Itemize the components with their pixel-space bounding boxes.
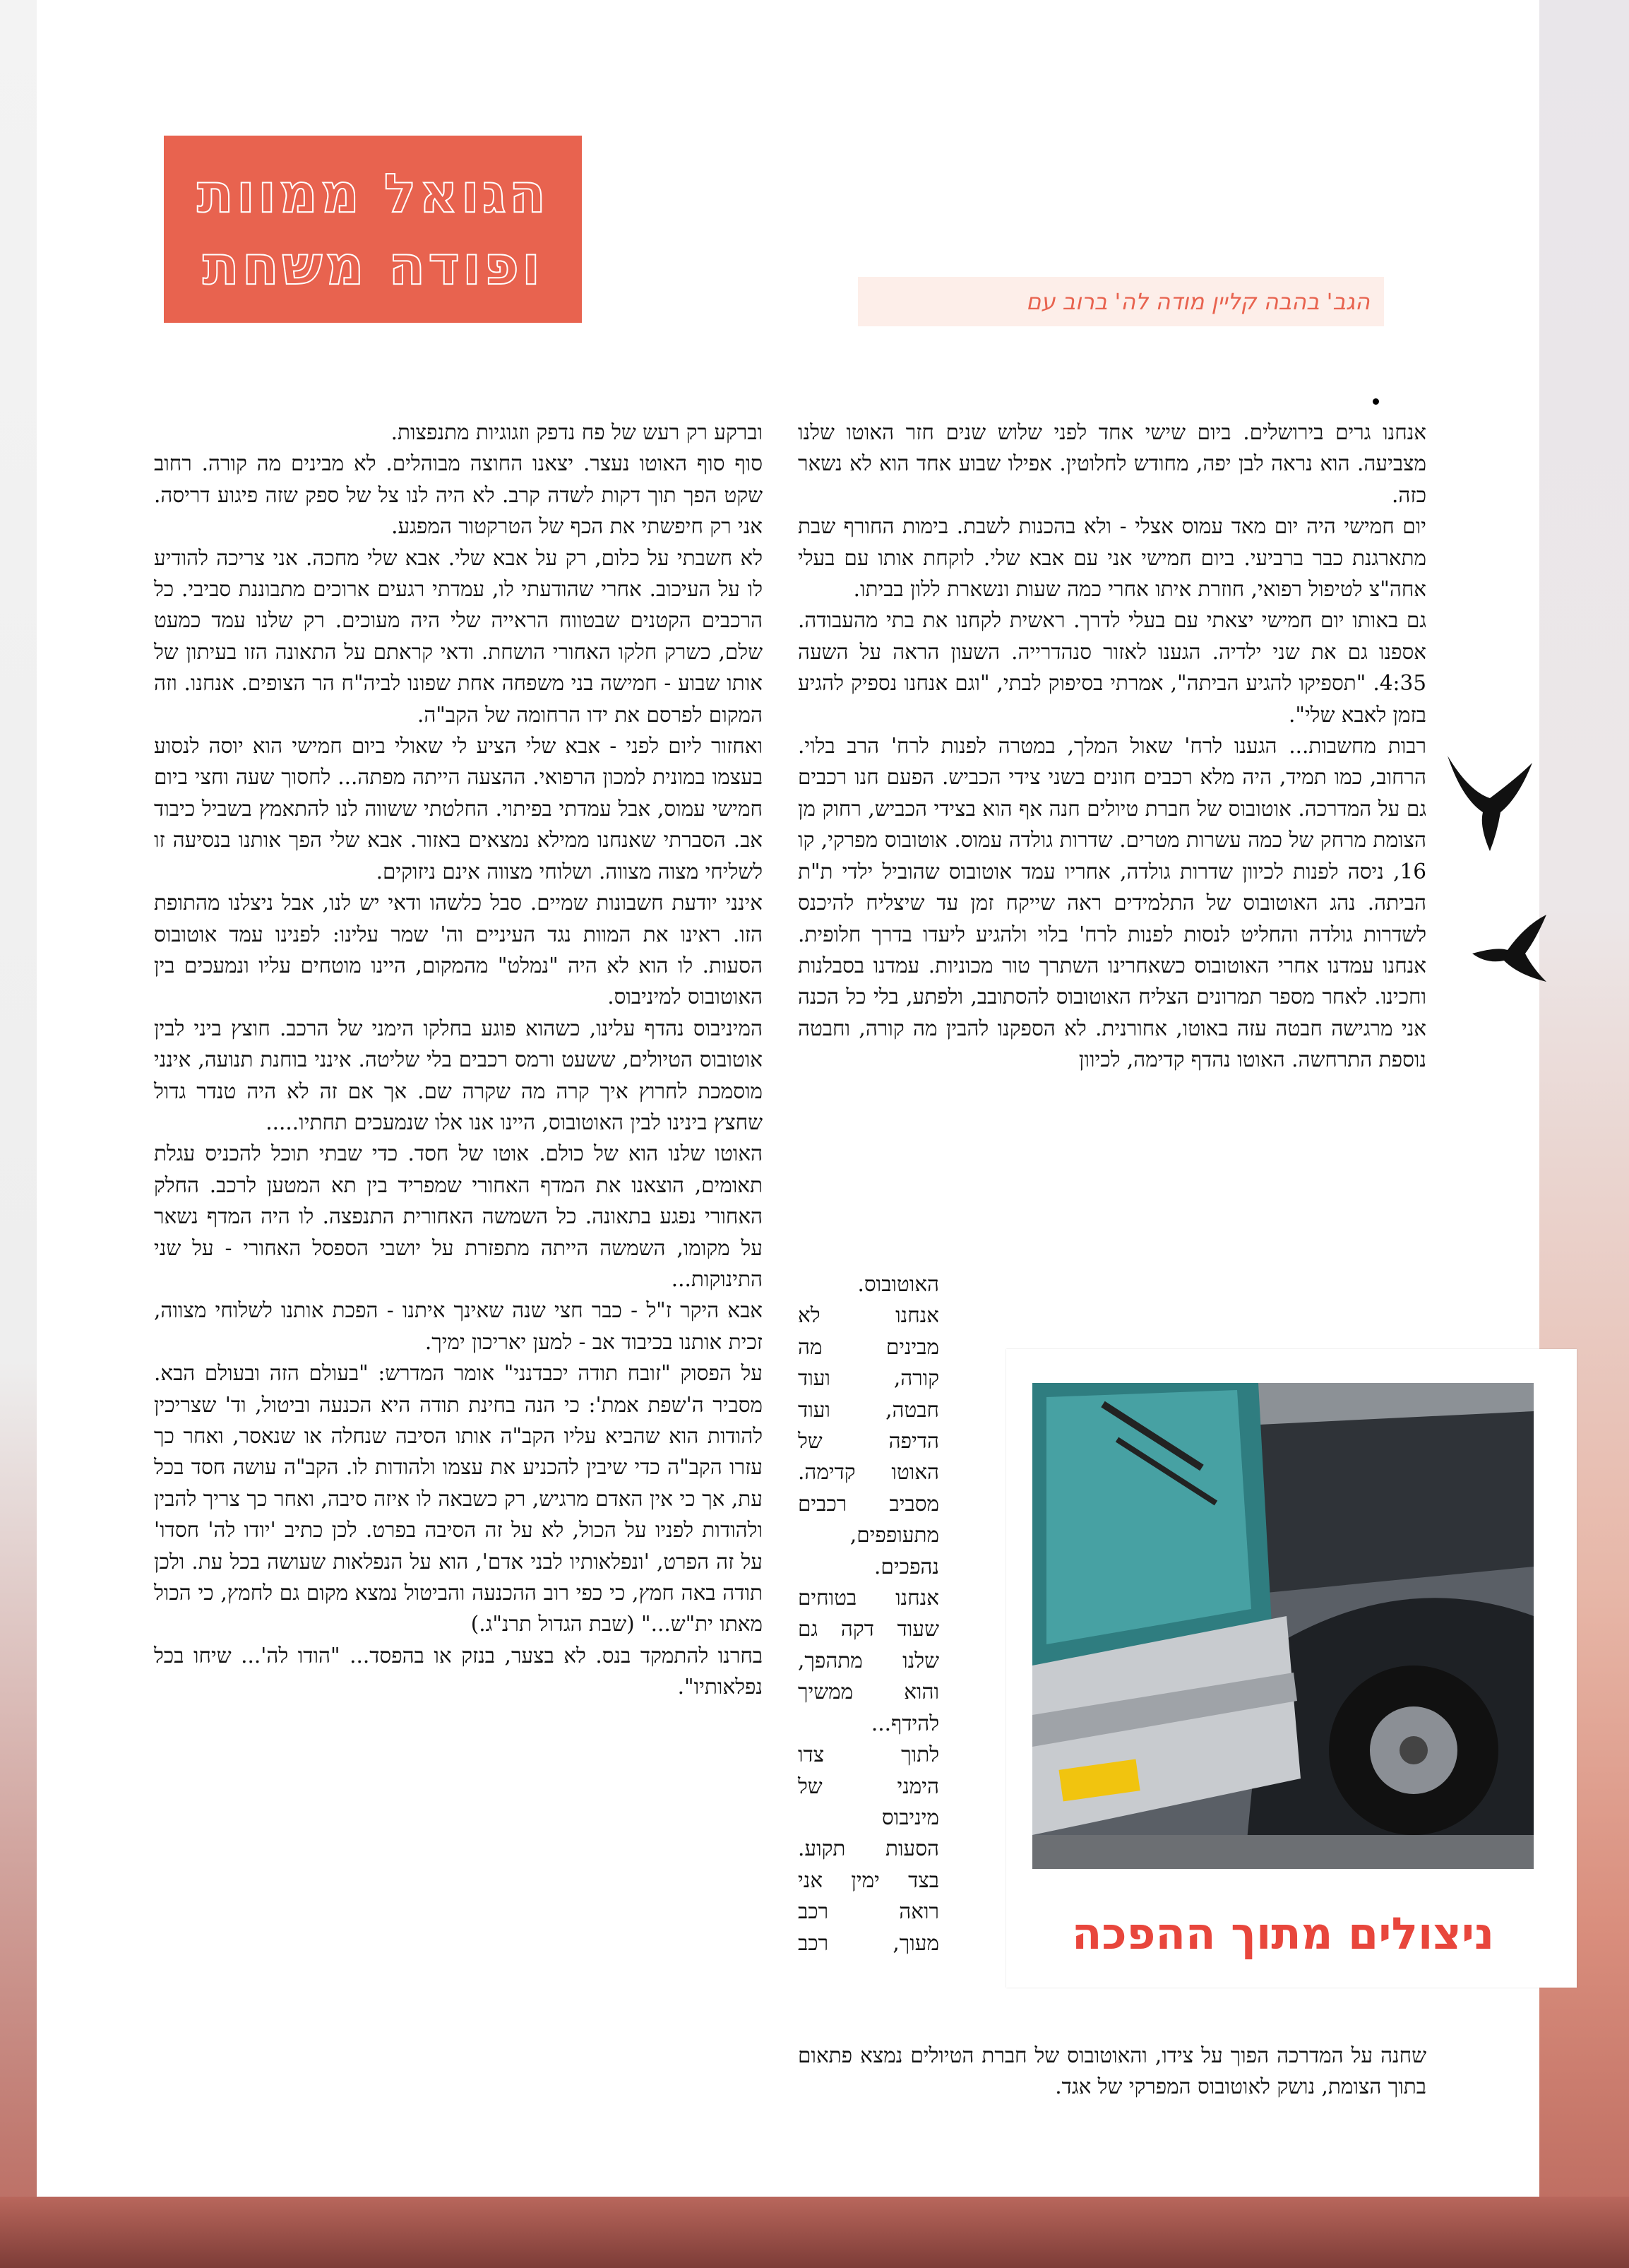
paragraph: וברקע רק רעש של פח נדפק וזגוגיות מתנפצות. bbox=[390, 420, 763, 444]
bus-car-crash-photo bbox=[1032, 1383, 1534, 1869]
bottom-text-lines bbox=[798, 2040, 1426, 2103]
narrow-column-line: מיניבוס bbox=[881, 1805, 939, 1829]
paragraph: גם באותו יום חמישי יצאתי עם בעלי לדרך. ראשית לקחנו את בתי מהעבודה. אספנו גם את שני ילדיה. הגענו לאזור סנהדרייה. השעון הראה על השעה 4:35. "תספיקו להגיע הביתה", אמרתי בסיפוק לבתי, "וגם אנחנו נספיק להגיע בזמן לאבא שלי". bbox=[798, 608, 1426, 727]
narrow-column-line: שלנו מתהפך, bbox=[798, 1648, 939, 1673]
narrow-text-column bbox=[798, 1269, 939, 1959]
left-text-column bbox=[154, 417, 763, 1703]
narrow-column-line: להידף... bbox=[871, 1711, 939, 1735]
paragraph: בחרנו להתמקד בנס. לא בצער, בנזק או בהפסד... "הודו לה'... שיחו בכל נפלאותיו". bbox=[154, 1643, 763, 1699]
photo-caption: ניצולים מתוך ההפכה bbox=[1071, 1908, 1495, 1959]
narrow-column-line: אנחנו לא bbox=[798, 1303, 939, 1328]
narrow-column-line: מסביב רכבים bbox=[798, 1491, 939, 1516]
narrow-column-line: הימני של bbox=[798, 1774, 939, 1798]
flying-bird-icon bbox=[1469, 911, 1553, 989]
narrow-column-line: מעוך, רכב bbox=[798, 1930, 939, 1955]
narrow-column-line: שעוד דקה גם bbox=[798, 1617, 939, 1641]
paragraph: אנחנו גרים בירושלים. ביום שישי אחד לפני שלוש שנים חזר האוטו שלנו מצביעה. הוא נראה לבן יפה, מחודש לחלוטין. אפילו שבוע אחד הוא לא נשאר כזה. bbox=[798, 420, 1426, 507]
bottom-background-strip bbox=[0, 2197, 1629, 2268]
narrow-column-line: חבטה, ועוד bbox=[798, 1397, 939, 1422]
narrow-column-line: הסעות תקוע. bbox=[798, 1836, 939, 1861]
right-text-column bbox=[798, 417, 1426, 1076]
narrow-column-line: האוטו קדימה. bbox=[798, 1460, 939, 1485]
narrow-column-line: נהפכים. bbox=[874, 1554, 939, 1579]
narrow-column-line: והוא ממשיך bbox=[798, 1680, 939, 1704]
paragraph: המיניבוס נהדף עלינו, כשהוא פוגע בחלקו הימני של הרכב. חוצץ ביני לבין אוטובוס הטיולים, ששעט ורמס רכבים בלי שליטה. אינני בוחנת תנועה, אינני מוסמכת לחרוץ איך קרה מה שקרה שם. אך אם זה לא היה טנדר גדול שחצץ בינינו לבין האוטובוס, היינו אנו אלו שנמעכים תחתיו..... bbox=[154, 1016, 763, 1134]
paragraph: רבות מחשבות... הגענו לרח' שאול המלך, במטרה לפנות לרח' הרב בלוי. הרחוב, כמו תמיד, היה מלא רכבים חונים בשני צידי הכביש. הפעם חנו רכבים גם על המדרכה. אוטובוס של חברת טיולים חנה אף הוא בצידי הכביש, רחוק מן הצומת מרחק של כמה עשרות מטרים. שדרות גולדה עמוס. אוטובוס מפרקי, קו 16, ניסה לפנות לכיוון שדרות גולדה, אחריו עמד אוטובוס שהוביל ילדי ת"ת הביתה. נהג האוטובוס של התלמידים ראה שייקח זמן עד שיצליח להיכנס לשדרות גולדה והחליט לנסות לפנות לרח' בלוי ולהגיע ליעדו בדרך חלופית. אנחנו עמדנו אחרי האוטובוס כשאחרינו השתרך טור מכוניות. עמדנו בסבלנות וחכינו. לאחר מספר תמרונים הצליח האוטובוס להסתובב, ולפתע, בלי כל הכנה אני מרגישה חבטה עזה באוטו, אחורנית. לא הספקנו להבין מה קורה, וחבטה נוספת התרחשה. האוטו נהדף קדימה, לכיוון bbox=[798, 734, 1426, 1072]
paragraph: על הפסוק "זובח תודה יכבדנני" אומר המדרש: "בעולם הזה ובעולם הבא. מסביר ה'שפת אמת': כי הנה בחינת תודה היא הכנעה וביטול, וד' שצריכין להודות הוא שהביא עליו הקב"ה אותו הסיבה שנחלה או שנאסר, ואחר כך עזרו הקב"ה כדי שיבין להכניע את עצמו ולהודות לו. הקב"ה עושה חסד בכל עת, אך כי אין האדם מרגיש, רק כשבאה לו איזה סיבה, ואחר כך צריך להבין ולהודות לפניו על הכול, לא על זה הסיבה בפרט. לכן כתיב 'יודו לה' חסדו' על זה הפרט, 'ונפלאותיו לבני אדם', הוא על הנפלאות שעושה בכל עת. ולכן תודה באה חמץ, כי כפי רוב ההכנעה והביטול נמצא מקום גם לחמץ, כי הכול מאתו ית"ש..." (שבת הגדול תרנ"ג.) bbox=[154, 1361, 763, 1637]
paragraph: אבא היקר ז"ל - כבר חצי שנה שאינך איתנו - הפכת אותנו לשלוחי מצווה, זכית אותנו בכיבוד אב - למען יאריכון ימיך. bbox=[154, 1298, 763, 1354]
paragraph: האוטו שלנו הוא של כולם. אוטו של חסד. כדי שבתי תוכל להכניס עגלת תאומים, הוצאנו את המדף האחורי שמפריד בין תא המטען לרכב. החלק האחורי נפגע בתאונה. כל השמשה האחורית התנפצה. לו היה המדף נשאר על מקומו, השמשה הייתה מתפזרת על יושבי הספסל האחורי - על שני התינוקות... bbox=[154, 1141, 763, 1291]
paragraph: סוף סוף האוטו נעצר. יצאנו החוצה מבוהלים. לא מבינים מה קורה. רחוב שקט הפך תוך דקות לשדה קרב. לא היה לנו צל של ספק שזה פיגוע דריסה. אני רק חיפשתי את הכף של הטרקטור המפגע. bbox=[154, 451, 763, 539]
decorative-dot bbox=[1373, 398, 1379, 405]
narrow-column-line: רואה רכב bbox=[798, 1899, 939, 1924]
narrow-column-line: לתוך צדו bbox=[798, 1742, 939, 1767]
byline: הגב' בהבה קליין מודה לה' ברוב עם bbox=[858, 277, 1384, 326]
paragraph: שחנה על המדרכה הפוך על צידו, והאוטובוס של חברת הטיולים נמצא פתאום בתוך הצומת, נושק לאוטובוס המפרקי של אגד. bbox=[798, 2043, 1426, 2099]
narrow-column-line: קורה, ועוד bbox=[798, 1366, 939, 1391]
paragraph: יום חמישי היה יום מאד עמוס אצלי - ולא בהכנות לשבת. בימות החורף שבת מתארגנת כבר ברביעי. ביום חמישי אני עם אבא שלי. לוקחת אותו עם בעלי אחה"צ לטיפול רפואי, חוזרת איתו אחרי כמה שעות ונשארת ללון בביתו. bbox=[798, 514, 1426, 602]
narrow-column-line: אנחנו בטוחים bbox=[798, 1586, 939, 1610]
flying-bird-icon bbox=[1440, 749, 1539, 855]
narrow-column-line: בצד ימין אני bbox=[798, 1868, 939, 1892]
narrow-column-line: האוטובוס. bbox=[857, 1272, 939, 1296]
title-line-2: ופודה משחת bbox=[202, 233, 544, 297]
title-line-1: הגואל ממוות bbox=[196, 161, 549, 225]
paragraph: לא חשבתי על כלום, רק על אבא שלי. אבא שלי מחכה. אני צריכה להודיע לו על העיכוב. אחרי שהודעתי לו, עמדתי רגעים ארוכים מתבוננת סביבי. כל הרכבים הקטנים שבטווח הראייה שלי היה מעוכים. רק שלנו עמד כמעט שלם, כשרק חלקו האחורי הושחת. ודאי קראתם על התאונה הזו בעיתון של אותו שבוע - חמישה בני משפחה אחת שפונו לביה"ח הר הצופים. אנחנו. וזה המקום לפרסם את ידו הרחומה של הקב"ה. bbox=[154, 545, 763, 727]
narrow-column-line: מבינים מה bbox=[798, 1334, 939, 1359]
left-background-strip bbox=[0, 0, 37, 2268]
narrow-column-line: הדיפה של bbox=[798, 1429, 939, 1454]
paragraph: ואחזור ליום לפני - אבא שלי הציע לי שאולי ביום חמישי הוא יוסה לנסוע בעצמו במונית למכון הרפואי. ההצעה הייתה מפתה... לחסוך שעה וחצי ביום חמישי עמוס, אבל עמדתי בפיתוי. החלטתי ששווה לנו להתאמץ בשביל כיבוד אב. הסברתי שאנחנו ממילא נמצאים באזור. אבא שלי הפך אותנו בנסיעה זו לשליחי מצוה מצווה. ושלוחי מצווה אינם ניזוקים. bbox=[154, 734, 763, 884]
narrow-column-line: מתעופפים, bbox=[849, 1523, 939, 1548]
article-title-box bbox=[164, 136, 582, 323]
paragraph: אינני יודעת חשבונות שמיים. סבל כלשהו ודאי יש לנו, אבל ניצלנו מהתופת הזו. ראינו את המוות נגד העיניים וה' שמר עלינו: לפנינו עמד אוטובוס הסעות. לו הוא לא היה "נמלט" מהמקום, היינו מוטחים עליו ונמעכים בין האוטובוס למיניבוס. bbox=[154, 891, 763, 1009]
